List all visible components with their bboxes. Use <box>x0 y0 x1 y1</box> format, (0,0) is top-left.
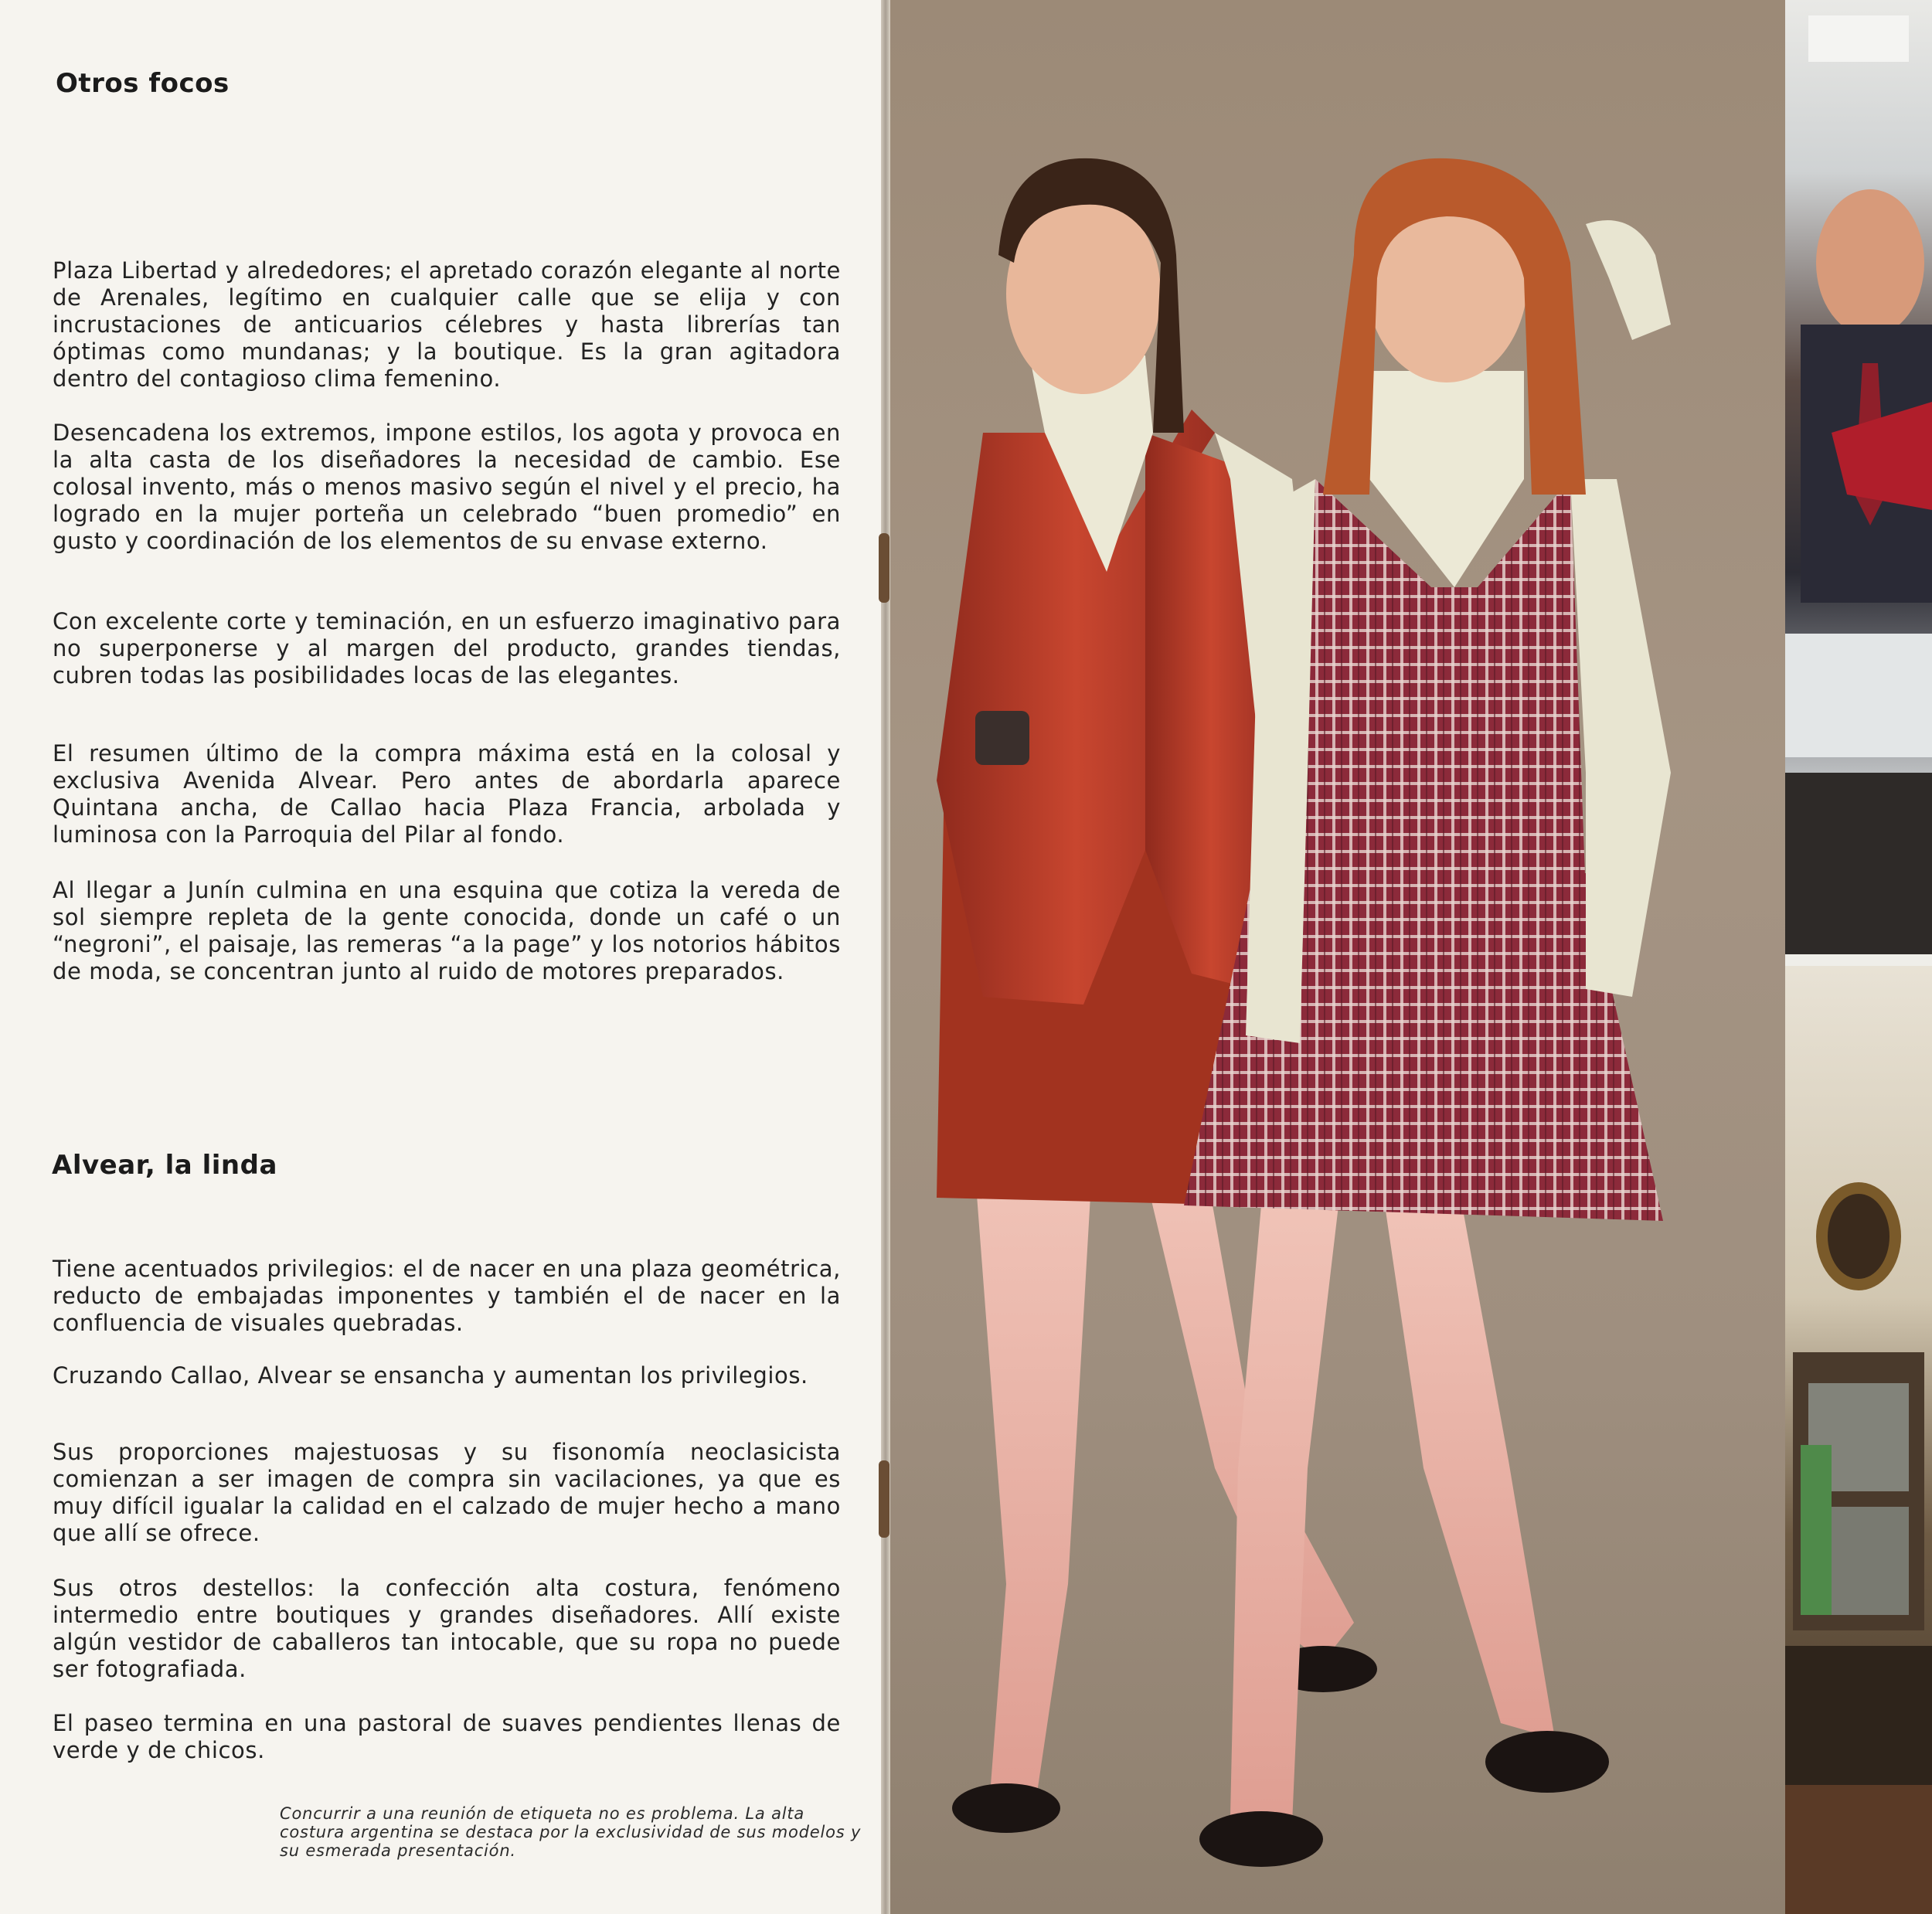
fashion-models-illustration <box>890 0 1785 1914</box>
paragraph: Al llegar a Junín culmina en una esquina que cotiza la vereda de sol siempre repleta de la gente conocida, donde un café o un “negroni”, el paisaje, las remeras “a la page” y los notorios hábitos de moda, se concentran junto al ruido de motores preparados. <box>53 877 841 984</box>
section-heading-alvear: Alvear, la linda <box>52 1150 277 1181</box>
paragraph: Tiene acentuados privilegios: el de nacer en una plaza geométrica, reducto de embajadas imponentes y también el de nacer en la confluencia de visuales quebradas. <box>53 1256 841 1336</box>
restaurant-illustration <box>1785 0 1932 954</box>
paragraph: El resumen último de la compra máxima está en la colosal y exclusiva Avenida Alvear. Pero antes de abordarla aparece Quintana ancha, de Callao hacia Plaza Francia, arbolada y luminosa con la Parroquia del Pilar al fondo. <box>53 740 841 848</box>
paragraph: Sus otros destellos: la confección alta costura, fenómeno intermedio entre boutiques y grandes diseñadores. Allí existe algún vestidor de caballeros tan intocable, que su ropa no puede ser fotografiada. <box>53 1575 841 1682</box>
paragraph: El paseo termina en una pastoral de suaves pendientes llenas de verde y de chicos. <box>53 1710 841 1763</box>
inset-divider <box>1785 954 1932 966</box>
paragraph: Cruzando Callao, Alvear se ensancha y aumentan los privilegios. <box>53 1362 808 1389</box>
paragraph: Sus proporciones majestuosas y su fisonomía neoclasicista comienzan a ser imagen de compra sin vacilaciones, ya que es muy difícil igualar la calidad en el calzado de mujer hecho a mano que allí se ofrece. <box>53 1439 841 1546</box>
paragraph: Desencadena los extremos, impone estilos, los agota y provoca en la alta casta de los diseñadores la necesidad de cambio. Ese colosal invento, más o menos masivo según el nivel y el precio, ha logrado en la mujer porteña un celebrado “buen promedio” en gusto y coordinación de los elementos de su envase externo. <box>53 420 841 554</box>
staple <box>879 533 889 603</box>
fashion-photo <box>890 0 1785 1914</box>
paragraph: Con excelente corte y teminación, en un esfuerzo imaginativo para no superponerse y al margen del producto, grandes tiendas, cubren todas las posibilidades locas de las elegantes. <box>53 608 841 688</box>
shop-assistant <box>1801 1445 1832 1615</box>
binding-gutter <box>881 0 890 1914</box>
model-plaid <box>1184 158 1671 1867</box>
inset-photo-antiques-shop <box>1785 966 1932 1914</box>
left-page <box>0 0 881 1914</box>
staple <box>879 1460 889 1538</box>
man-face <box>1816 189 1924 336</box>
paragraph: Plaza Libertad y alrededores; el apretado corazón elegante al norte de Arenales, legítimo en cualquier calle que se elija y con incrustaciones de anticuarios célebres y hasta librerías tan óptimas como mundanas; y la boutique. Es la gran agitadora dentro del contagioso clima femenino. <box>53 257 841 392</box>
section-heading-otros-focos: Otros focos <box>56 68 230 99</box>
photo-caption: Concurrir a una reunión de etiqueta no es problema. La alta costura argentina se destaca por la exclusividad de sus modelos y su esmerada presentación. <box>280 1804 862 1860</box>
antiques-shop-illustration <box>1785 966 1932 1914</box>
inset-photo-restaurant <box>1785 0 1932 954</box>
